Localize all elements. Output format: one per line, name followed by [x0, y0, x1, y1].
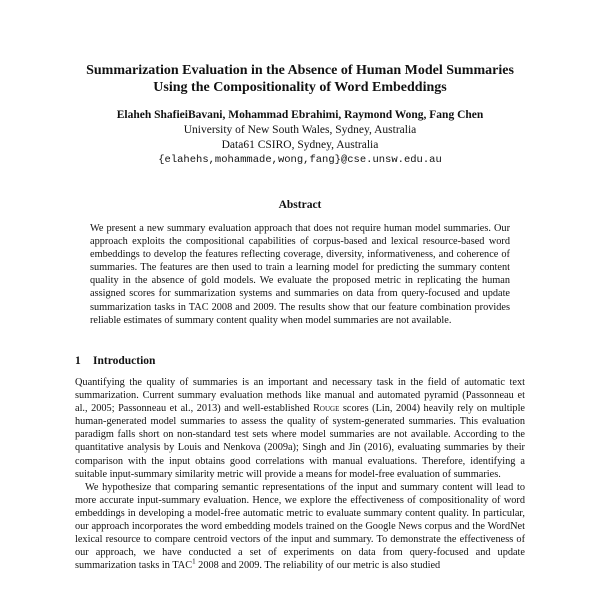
affiliation-data61: Data61 CSIRO, Sydney, Australia — [221, 139, 379, 151]
title-line-1: Summarization Evaluation in the Absence of Human Model Summaries — [86, 63, 514, 78]
section-title: Introduction — [93, 355, 156, 367]
intro-paragraph-1 — [75, 376, 525, 481]
author-emails: {elahehs,mohammade,wong,fang}@cse.unsw.edu.au — [158, 154, 442, 166]
intro-p2-part-a: We hypothesize that comparing semantic representations of the input and summary content will lead to more accurate input-summary evaluation. Hence, we explore the effectiveness of compositionality of word embeddings in developing a model-free automatic metric to evaluate summary content quality. In particular, our approach incorporates the word embedding models trained on the Google News corpus and the WordNet lexical resource to compare centroid vectors of the input and summary. To demonstrate the effectiveness of our approach, we have conducted a set of experiments on data from query-focused and update summarization tasks in TAC — [75, 481, 525, 572]
title-line-2: Using the Compositionality of Word Embeddings — [153, 80, 447, 95]
paper-title — [60, 62, 540, 96]
author-names: Elaheh ShafieiBavani, Mohammad Ebrahimi, Raymond Wong, Fang Chen — [116, 109, 484, 121]
footnote-marker: 1 — [192, 557, 196, 566]
intro-p2-part-b: 2008 and 2009. The reliability of our metric is also studied — [195, 560, 441, 572]
affiliation-unsw: University of New South Wales, Sydney, Australia — [183, 124, 417, 136]
abstract-text: We present a new summary evaluation approach that does not require human model summaries. Our approach exploits the compositional capabilities of corpus-based and lexical resource-based word embeddings to develop the features reflecting coverage, diversity, informativeness, and coherence of summaries. The features are then used to train a learning model for predicting the summary content quality in the absence of gold models. We evaluate the proposed metric in replicating the human assigned scores for summarization systems and summaries on data from query-focused and update summarization tasks in TAC 2008 and 2009. The results show that our feature combination provides reliable estimates of summary content quality when model summaries are not available. — [90, 223, 510, 326]
section-heading-introduction — [75, 355, 155, 367]
rouge-term: Rouge — [313, 403, 340, 415]
intro-paragraph-2 — [75, 481, 525, 573]
introduction-body — [75, 376, 525, 572]
intro-p1-part-a: Quantifying the quality of summaries is an important and necessary task in the field of automatic text summarization. Current summary evaluation methods like manual and automated pyramid (Passonneau et al., 2005; Passonneau et al., 2013) and well-established — [75, 377, 525, 415]
intro-p1-part-b: scores (Lin, 2004) heavily rely on multiple human-generated model summaries to assess the quality of system-generated summaries. This evaluation paradigm falls short on non-standard test sets where model summaries are not available. According to the quantitative analysis by Louis and Nenkova (2009a); Singh and Jin (2016), evaluating summaries by their comparison with the input obtains good correlations with manual evaluations. Therefore, identifying a suitable input-summary similarity metric will provide a means for model-free evaluation of summaries. — [75, 403, 526, 480]
author-block — [60, 108, 540, 168]
section-number: 1 — [75, 355, 81, 367]
abstract-heading: Abstract — [278, 199, 322, 211]
